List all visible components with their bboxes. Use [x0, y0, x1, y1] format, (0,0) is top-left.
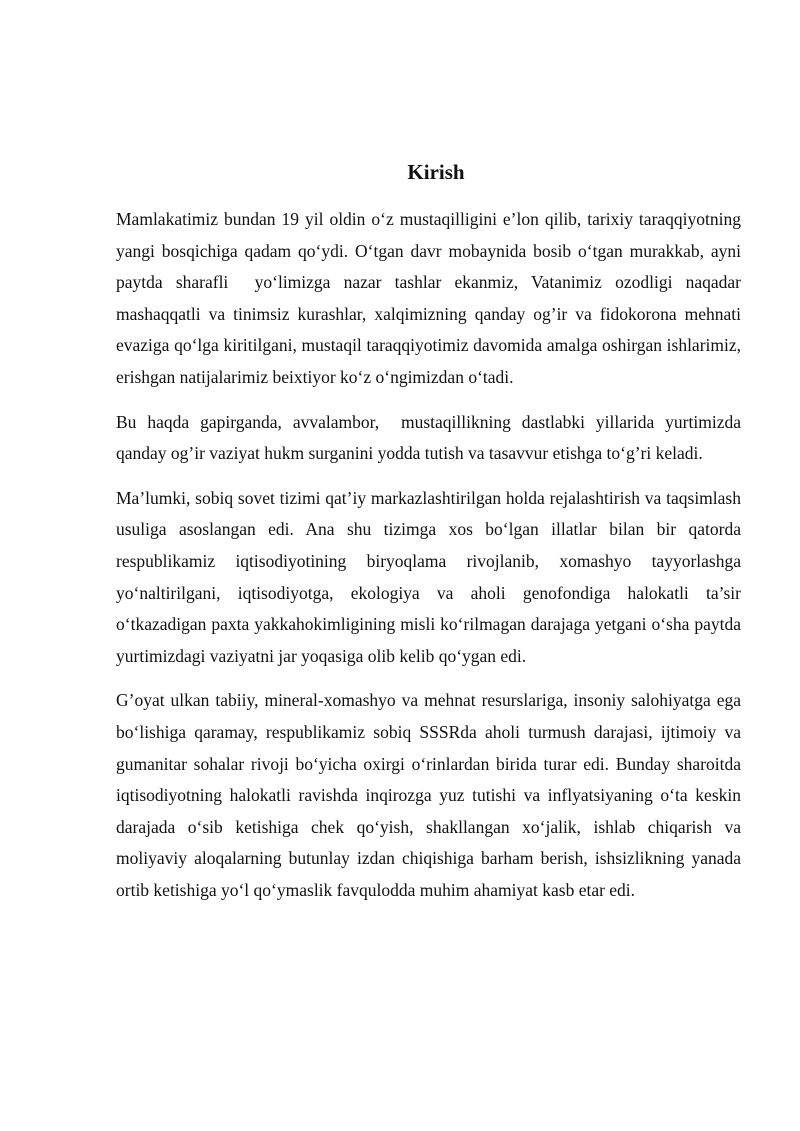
page-title: Kirish [407, 160, 465, 184]
paragraph-2: Bu haqda gapirganda, avvalambor, mustaqillikning dastlabki yillarida yurtimizda qanday og’ir vaziyat hukm surganini yodda tutish va tasavvur etishga to‘g’ri keladi. [116, 411, 746, 464]
paragraph-3: Ma’lumki, sobiq sovet tizimi qat’iy markazlashtirilgan holda rejalashtirish va taqsimlash usuliga asoslangan edi. Ana shu tizimga xos bo‘lgan illatlar bilan bir qatorda respublikamiz iqtisodiyotining biryoqlama rivojlanib, xomashyo tayyorlashga yo‘naltirilgani, iqtisodiyotga, ekologiya va aholi genofondiga halokatli ta’sir o‘tkazadigan paxta yakkahokimligining misli ko‘rilmagan darajaga yetgani o‘sha paytda yurtimizdagi vaziyatni jar yoqasiga olib kelib qo‘ygan edi. [116, 487, 746, 666]
paragraph-1: Mamlakatimiz bundan 19 yil oldin o‘z mustaqilligini e’lon qilib, tarixiy taraqqiyotning yangi bosqichiga qadam qo‘ydi. O‘tgan davr mobaynida bosib o‘tgan murakkab, ayni paytda sharafli yo‘limizga nazar tashlar ekanmiz, Vatanimiz ozodligi naqadar mashaqqatli va tinimsiz kurashlar, xalqimizning qanday og’ir va fidokorona mehnati evaziga qo‘lga kiritilgani, mustaqil taraqqiyotimiz davomida amalga oshirgan ishlarimiz, erishgan natijalarimiz beixtiyor ko‘z o‘ngimizdan o‘tadi. [116, 209, 746, 387]
document-body [116, 204, 746, 919]
paragraph-4: G’oyat ulkan tabiiy, mineral-xomashyo va mehnat resurslariga, insoniy salohiyatga ega bo‘lishiga qaramay, respublikamiz sobiq SSSRda aholi turmush darajasi, ijtimoiy va gumanitar sohalar rivoji bo‘yicha oxirgi o‘rinlardan birida turar edi. Bunday sharoitda iqtisodiyotning halokatli ravishda inqirozga yuz tutishi va inflyatsiyaning o‘ta keskin darajada o‘sib ketishiga chek qo‘yish, shakllangan xo‘jalik, ishlab chiqarish va moliyaviy aloqalarning butunlay izdan chiqishiga barham berish, ishsizlikning yanada ortib ketishiga yo‘l qo‘ymaslik favqulodda muhim ahamiyat kasb etar edi. [116, 690, 746, 900]
